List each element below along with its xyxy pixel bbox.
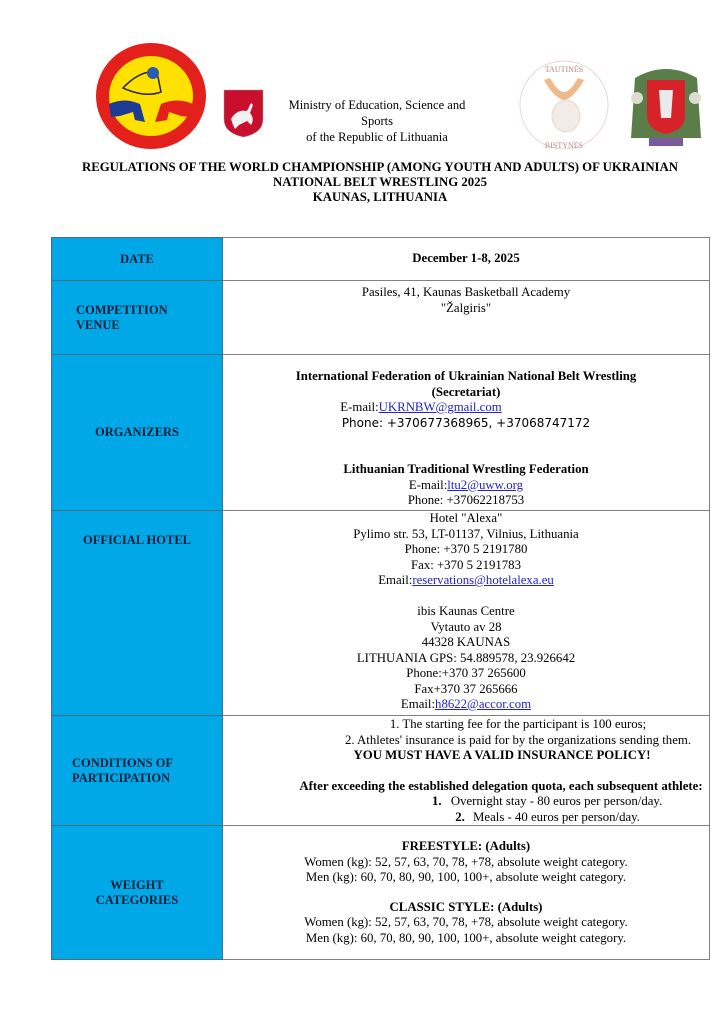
weights-label-line-2: CATEGORIES [95,892,179,907]
hotel2-email-line [223,697,709,713]
org2-email-prefix: E-mail: [408,477,448,492]
hotel1-name: Hotel "Alexa" [429,511,503,525]
spacer [223,431,709,462]
hotel2-email-link[interactable]: h8622@accor.com [435,697,532,711]
conditions-label [52,716,223,826]
row-weights [52,826,710,960]
federation-logo [95,42,207,150]
vilnius-coat-of-arms-logo [625,58,707,153]
row-date [52,238,710,281]
hotel2-name: ibis Kaunas Centre [417,604,515,618]
ministry-line-2: of the Republic of Lithuania [306,130,448,144]
ristynes-logo [514,58,614,153]
row-organizers [52,355,710,511]
org1-phone: Phone: +370677368965, +37068747172 [341,415,591,430]
hotel1-email-prefix: Email: [378,573,413,587]
spacer [223,589,709,605]
ministry-caption [272,97,482,145]
classic-women: Women (kg): 52, 57, 63, 70, 78, +78, absolute weight category. [304,915,628,929]
venue-value [223,281,710,355]
lithuania-coat-of-arms-logo [223,89,264,138]
svg-text:TAUTINĖS: TAUTINĖS [544,65,584,74]
hotel2-street: Vytauto av 28 [430,619,502,634]
hotel1-email-link[interactable]: reservations@hotelalexa.eu [412,573,554,587]
condition-item-2: 2. Athletes' insurance is paid for by the organizations sending them. [344,732,692,747]
svg-text:RISTYNĖS: RISTYNĖS [544,141,584,150]
row-venue [52,281,710,355]
classic-heading: CLASSIC STYLE: (Adults) [389,899,543,914]
quota-heading: After exceeding the established delegation quota, each subsequent athlete: [299,778,703,793]
hotel1-phone: Phone: +370 5 2191780 [404,542,528,556]
freestyle-men: Men (kg): 60, 70, 80, 90, 100, 100+, absolute weight category. [305,870,627,884]
org1-email-prefix: E-mail: [340,400,379,414]
freestyle-heading: FREESTYLE: (Adults) [401,839,531,853]
conditions-value [223,716,710,826]
title-line-2: NATIONAL BELT WRESTLING 2025 [273,175,487,189]
title-line-1: REGULATIONS OF THE WORLD CHAMPIONSHIP (AMONG YOUTH AND ADULTS) OF UKRAINIAN [81,160,679,174]
org1-name-line-1: International Federation of Ukrainian National Belt Wrestling [295,369,637,383]
conditions-label-line-2: PARTICIPATION [72,770,171,785]
org2-email-link[interactable]: ltu2@uww.org [447,477,524,492]
date-label: DATE [52,238,223,281]
quota-item-2 [223,810,709,826]
hotel2-phone: Phone:+370 37 265600 [406,666,526,680]
hotel2-fax: Fax+370 37 265666 [414,681,518,696]
hotel2-city: 44328 KAUNAS [421,635,511,649]
quota-item-1-number: 1. [432,794,442,808]
venue-label-line-2: VENUE [76,317,120,332]
spacer [223,764,709,779]
insurance-warning: YOU MUST HAVE A VALID INSURANCE POLICY! [353,748,651,762]
hotel2-email-prefix: Email: [400,697,436,711]
conditions-label-line-1: CONDITIONS OF [72,755,174,770]
title-line-3: KAUNAS, LITHUANIA [312,190,448,204]
classic-men: Men (kg): 60, 70, 80, 90, 100, 100+, absolute weight category. [305,930,627,945]
quota-item-2-text: Meals - 40 euros per person/day. [473,809,640,824]
venue-line-1: Pasiles, 41, Kaunas Basketball Academy [361,285,571,299]
org1-name-line-2: (Secretariat) [431,384,501,399]
row-hotel [52,511,710,716]
hotel-label: OFFICIAL HOTEL [52,511,223,716]
org2-phone: Phone: +37062218753 [407,493,525,507]
organizers-value [223,355,710,511]
org2-email-line [223,478,709,494]
document-title [50,160,710,205]
freestyle-women: Women (kg): 52, 57, 63, 70, 78, +78, absolute weight category. [304,854,628,869]
condition-item-1: 1. The starting fee for the participant is 100 euros; [389,717,647,731]
venue-label [52,281,223,355]
quota-item-1 [223,794,709,810]
venue-line-2: "Žalgiris" [440,300,492,315]
weights-label-line-1: WEIGHT [110,877,164,892]
quota-item-2-number: 2. [455,809,465,824]
date-value: December 1-8, 2025 [223,238,710,281]
org1-email-link[interactable]: UKRNBW@gmail.com [378,400,502,414]
organizers-label: ORGANIZERS [52,355,223,511]
spacer [223,886,709,900]
hotel-value [223,511,710,716]
weights-label [52,826,223,960]
hotel1-fax: Fax: +370 5 2191783 [411,557,521,572]
quota-item-1-text: Overnight stay - 80 euros per person/day. [450,794,663,808]
venue-label-line-1: COMPETITION [76,302,168,317]
hotel1-email-line [223,573,709,589]
org1-email-line [223,400,619,416]
org2-name: Lithuanian Traditional Wrestling Federation [343,462,589,476]
weights-value [223,826,710,960]
regulations-table [51,237,710,960]
ministry-line-1: Ministry of Education, Science and Sports [288,98,466,128]
hotel1-address: Pylimo str. 53, LT-01137, Vilnius, Lithuania [353,526,579,541]
row-conditions [52,716,710,826]
hotel2-gps: LITHUANIA GPS: 54.889578, 23.926642 [356,650,576,665]
